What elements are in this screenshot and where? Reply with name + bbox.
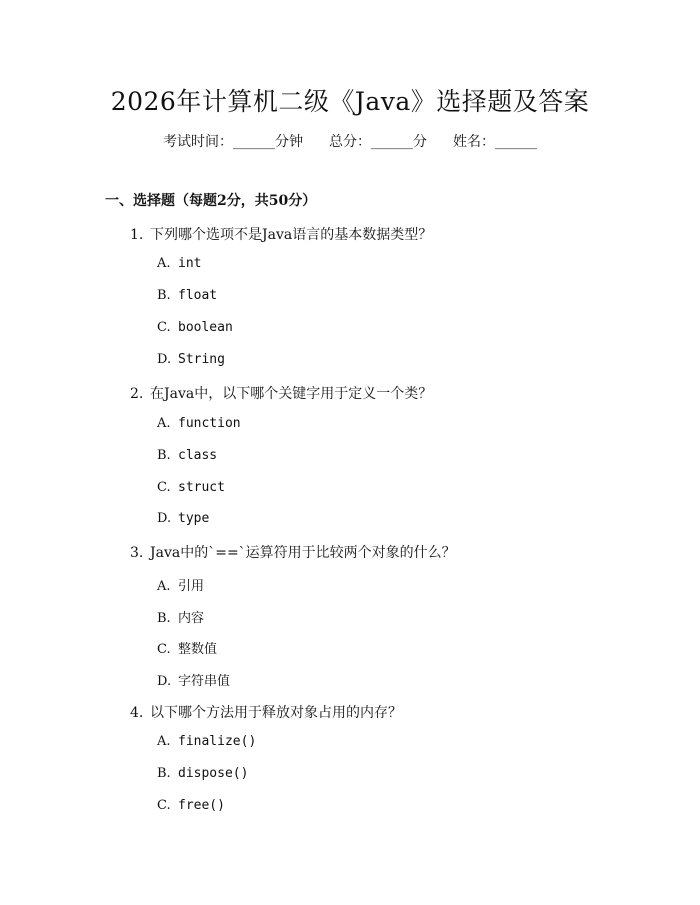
exam-time-field: 考试时间：______分钟 (163, 134, 303, 150)
option-label: A. (157, 416, 171, 431)
option-text: 内容 (178, 611, 205, 626)
option-3d (157, 670, 230, 689)
option-text: dispose() (178, 766, 249, 781)
option-text: int (178, 256, 202, 271)
option-text: float (178, 288, 218, 303)
option-1c (157, 320, 233, 335)
option-2c (157, 480, 225, 495)
total-score-field: 总分：______分 (329, 134, 427, 150)
option-2a (157, 416, 241, 431)
question-number: 4. (130, 705, 144, 721)
option-label: D. (157, 352, 172, 367)
question-number: 2. (130, 386, 144, 402)
question-text: Java中的`==`运算符用于比较两个对象的什么？ (150, 545, 456, 561)
question-number: 3. (130, 545, 144, 561)
option-2d (157, 511, 209, 526)
option-label: B. (157, 611, 171, 626)
question-4 (130, 702, 402, 722)
option-text: String (178, 352, 225, 367)
option-label: C. (157, 798, 171, 813)
option-label: C. (157, 320, 171, 335)
section-heading: 一、选择题（每题2分，共50分） (105, 193, 317, 209)
option-3c (157, 638, 217, 657)
question-text: 以下哪个方法用于释放对象占用的内存？ (150, 705, 402, 721)
exam-meta (0, 131, 700, 151)
option-label: D. (157, 674, 172, 689)
option-1b (157, 288, 217, 303)
option-label: A. (157, 579, 171, 594)
option-label: C. (157, 480, 171, 495)
name-field: 姓名：______ (453, 134, 537, 150)
option-label: B. (157, 766, 171, 781)
question-3 (130, 542, 456, 562)
option-text: type (178, 511, 210, 526)
option-1a (157, 256, 201, 271)
option-label: C. (157, 642, 171, 657)
option-label: A. (157, 256, 171, 271)
option-4c (157, 798, 225, 813)
option-1d (157, 352, 225, 367)
option-text: finalize() (178, 734, 257, 749)
option-text: 字符串值 (178, 674, 231, 689)
option-label: B. (157, 288, 171, 303)
question-2 (130, 383, 432, 403)
option-label: A. (157, 734, 171, 749)
option-label: B. (157, 448, 171, 463)
question-number: 1. (130, 227, 144, 243)
option-text: boolean (178, 320, 233, 335)
option-label: D. (157, 511, 172, 526)
question-text: 在Java中，以下哪个关键字用于定义一个类？ (150, 386, 433, 402)
option-text: class (178, 448, 218, 463)
option-text: function (178, 416, 241, 431)
question-text: 下列哪个选项不是Java语言的基本数据类型？ (150, 227, 433, 243)
option-text: free() (178, 798, 225, 813)
option-text: 引用 (178, 579, 205, 594)
option-text: 整数值 (178, 642, 218, 657)
option-4b (157, 766, 248, 781)
option-3a (157, 575, 204, 594)
question-1 (130, 224, 432, 244)
option-text: struct (178, 480, 225, 495)
option-3b (157, 607, 204, 626)
option-4a (157, 734, 256, 749)
page-title: 2026年计算机二级《Java》选择题及答案 (110, 87, 590, 116)
option-2b (157, 448, 217, 463)
